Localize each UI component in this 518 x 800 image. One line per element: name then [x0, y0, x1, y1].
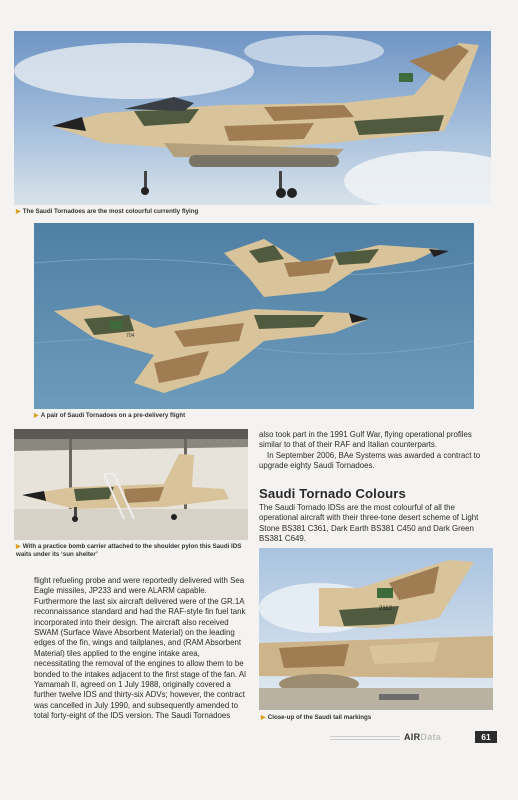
section-colours-text: [259, 503, 491, 545]
aircraft-code-704: 704: [126, 333, 135, 339]
caption-marker-icon: ▶: [261, 714, 266, 721]
paragraph-colour-scheme: The Saudi Tornado IDSs are the most colourful of all the operational aircraft with their three-tone desert scheme of Light Stone BS381 C361, Dark Earth BS381 C450 and Dark Green BS381 C649.: [259, 503, 479, 544]
left-column-text-bottom: [34, 576, 248, 722]
caption-marker-icon: ▶: [34, 412, 39, 419]
page-number: 61: [475, 731, 497, 743]
photo-tail-markings: [259, 548, 493, 710]
footer-rule: [330, 736, 400, 740]
logo-air: AIR: [404, 732, 421, 742]
photo-pair-tornadoes-over-sea: [34, 223, 474, 409]
photo4-caption: ▶ Close-up of the Saudi tail markings: [261, 714, 372, 721]
photo3-caption: ▶ With a practice bomb carrier attached to the shoulder pylon this Saudi IDS waits under its ‘sun shelter’: [16, 543, 242, 558]
paragraph-delivery-details: flight refueling probe and were reportedly delivered with Sea Eagle missiles, JP233 and were ALARM capable. Furthermore the last six aircraft delivered were of the GR.1A reconnaissance standard and had the RAF-style fin fuel tank incorporated into their design. The aircraft also received SWAM (Surface Wave Absorbent Material) on the leading edges of the fin, wings and tailplanes, and (RAM Absorbent Material) tiles applied to the engine intake area, necessitating the removal of the engines to allow them to be bonded to the intakes adjacent to the first stage of the fan. Al Yamamah II, agreed on 1 July 1988, originally covered a further twelve IDS and thirty-six ADVs; however, the contract was cancelled in July 1990, and subsequently amended to total forty-eight of the IDS version. The Saudi Tornadoes: [34, 576, 246, 721]
right-column-text-top: [259, 430, 491, 472]
section-heading: Saudi Tornado Colours: [259, 486, 406, 501]
photo2-caption: ▶ A pair of Saudi Tornadoes on a pre-delivery flight: [34, 412, 186, 419]
photo1-caption: ▶ The Saudi Tornadoes are the most colourful currently flying: [16, 208, 199, 215]
photo-tornado-flying-sky: [14, 31, 491, 205]
caption-marker-icon: ▶: [16, 208, 21, 215]
paragraph-gulf-war: also took part in the 1991 Gulf War, flying operational profiles similar to that of their RAF and Italian counterparts.: [259, 430, 472, 450]
caption-marker-icon: ▶: [16, 543, 21, 550]
paragraph-upgrade-contract: In September 2006, BAe Systems was awarded a contract to upgrade eighty Saudi Tornadoes.: [259, 450, 481, 471]
tail-number: 2112: [379, 606, 392, 612]
photo-tornado-sun-shelter: [14, 429, 248, 540]
logo-data: Data: [420, 732, 442, 742]
publication-logo: [404, 732, 441, 742]
